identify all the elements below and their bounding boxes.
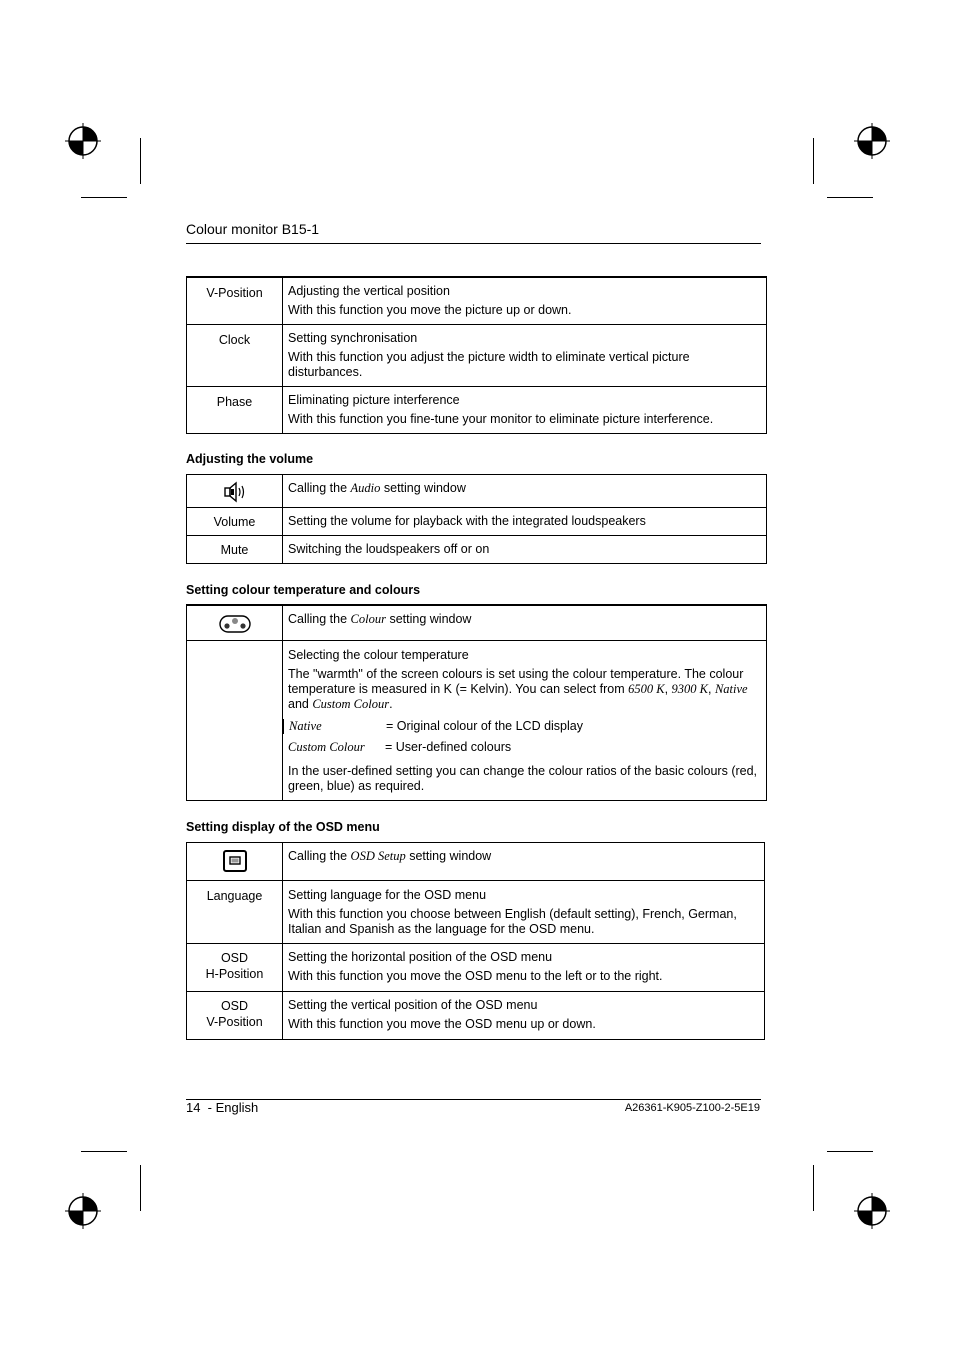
row-label: Clock (187, 325, 283, 387)
document-code: A26361-K905-Z100-2-5E19 (624, 1102, 760, 1114)
table-row (187, 277, 767, 325)
row-text: In the user-defined setting you can change the colour ratios of the basic colours (red, green, blue) as required. (288, 764, 758, 793)
table-row (187, 475, 767, 508)
table-row (187, 992, 765, 1040)
crop-mark (813, 138, 814, 184)
row-text: Switching the loudspeakers off or on (283, 536, 767, 564)
row-label: V-Position (187, 277, 283, 325)
running-head: Colour monitor B15-1 (186, 221, 320, 237)
row-label: OSD H-Position (187, 944, 283, 992)
footer-rule (186, 1099, 761, 1100)
icon-cell (187, 605, 283, 641)
row-description (283, 843, 765, 881)
window-name: Colour (350, 612, 386, 626)
speaker-icon (223, 481, 247, 503)
call-prefix: Calling the (288, 612, 351, 626)
call-suffix: setting window (405, 849, 492, 863)
registration-mark-icon (854, 1193, 890, 1229)
table-row (187, 605, 767, 641)
table-row (187, 944, 765, 992)
colour-table (186, 604, 767, 801)
row-description (283, 325, 767, 387)
window-name: Audio (350, 481, 381, 495)
call-suffix: setting window (385, 612, 472, 626)
section-heading: Setting display of the OSD menu (186, 820, 380, 834)
row-title: Eliminating picture interference (288, 393, 460, 407)
row-title: Setting language for the OSD menu (288, 888, 487, 902)
row-text: With this function you move the picture up or down. (288, 303, 572, 317)
row-text: With this function you adjust the picture width to eliminate vertical picture disturbances. (288, 350, 690, 379)
row-text: Setting the volume for playback with the integrated loudspeakers (283, 508, 767, 536)
row-description (283, 992, 765, 1040)
osd-table (186, 842, 765, 1040)
row-description (283, 475, 767, 508)
crop-mark (827, 197, 873, 198)
definition-row (283, 719, 760, 734)
section-heading: Setting colour temperature and colours (186, 583, 421, 597)
row-title: Selecting the colour temperature (288, 648, 469, 662)
icon-cell (187, 475, 283, 508)
row-description (283, 641, 767, 801)
row-label: Mute (187, 536, 283, 564)
definition-row (283, 740, 760, 755)
call-prefix: Calling the (288, 481, 351, 495)
row-description (283, 605, 767, 641)
row-description (283, 277, 767, 325)
registration-mark-icon (854, 123, 890, 159)
registration-mark-icon (65, 123, 101, 159)
section-heading: Adjusting the volume (186, 452, 314, 466)
row-text: With this function you choose between English (default setting), French, German, Italian and Spanish as the language for the OSD menu. (288, 907, 737, 936)
colour-palette-icon (218, 612, 252, 636)
header-rule (186, 243, 761, 244)
crop-mark (140, 138, 141, 184)
row-title: Setting synchronisation (288, 331, 418, 345)
table-row (187, 536, 767, 564)
definition-text: = User-defined colours (385, 740, 512, 754)
table-row (187, 881, 765, 944)
table-row (187, 508, 767, 536)
definition-text: = Original colour of the LCD display (386, 719, 583, 733)
row-text: The "warmth" of the screen colours is set using the colour temperature. The colour temperature is measured in K (= Kelvin). You can select from 6500 K, 9300 K, Native and Custom Colour. (288, 667, 748, 711)
crop-mark (813, 1165, 814, 1211)
window-name: OSD Setup (350, 849, 406, 863)
definition-term: Native (283, 719, 386, 734)
row-text: With this function you move the OSD menu to the left or to the right. (288, 969, 663, 983)
crop-mark (140, 1165, 141, 1211)
table-row (187, 325, 767, 387)
crop-mark (827, 1151, 873, 1152)
row-title: Setting the vertical position of the OSD menu (288, 998, 538, 1012)
registration-mark-icon (65, 1193, 101, 1229)
call-suffix: setting window (380, 481, 466, 495)
page-number: 14 - English (186, 1100, 259, 1115)
row-description (283, 881, 765, 944)
row-title: Adjusting the vertical position (288, 284, 450, 298)
row-label: Phase (187, 387, 283, 434)
table-row (187, 387, 767, 434)
row-label (187, 641, 283, 801)
row-title: Setting the horizontal position of the OSD menu (288, 950, 553, 964)
crop-mark (81, 197, 127, 198)
row-text: With this function you fine-tune your monitor to eliminate picture interference. (288, 412, 714, 426)
call-prefix: Calling the (288, 849, 351, 863)
table-row (187, 843, 765, 881)
position-settings-table (186, 276, 767, 434)
icon-cell (187, 843, 283, 881)
row-text: With this function you move the OSD menu up or down. (288, 1017, 596, 1031)
row-label: OSD V-Position (187, 992, 283, 1040)
row-label: Volume (187, 508, 283, 536)
volume-table (186, 474, 767, 564)
row-label: Language (187, 881, 283, 944)
row-description (283, 944, 765, 992)
row-description (283, 387, 767, 434)
definition-term: Custom Colour (288, 740, 365, 754)
table-row (187, 641, 767, 801)
crop-mark (81, 1151, 127, 1152)
osd-window-icon (222, 849, 248, 873)
